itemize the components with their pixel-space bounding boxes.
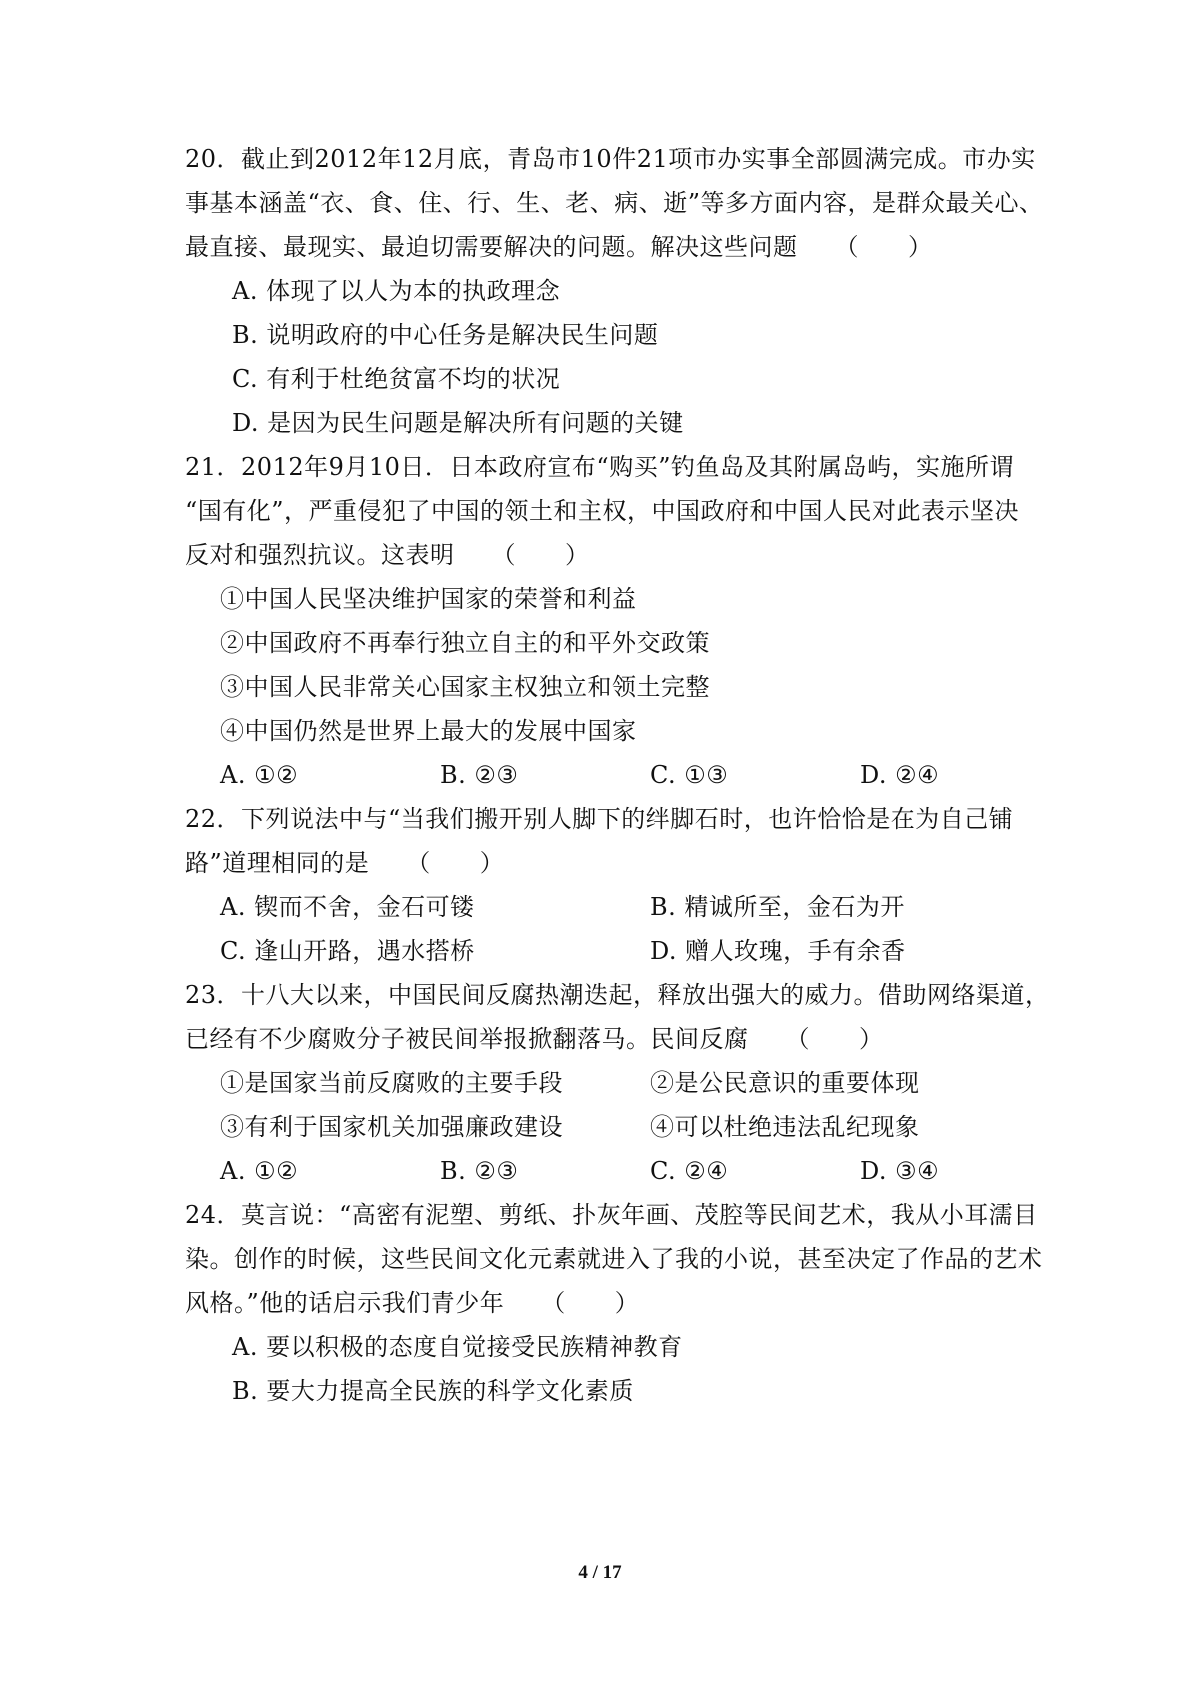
q24-option-b: B. 要大力提高全民族的科学文化素质: [232, 1377, 634, 1405]
q22-option-a: A. 锲而不舍，金石可镂: [220, 893, 475, 921]
q22-stem-line-1: 22．下列说法中与“当我们搬开别人脚下的绊脚石时，也许恰恰是在为自己铺: [185, 805, 1014, 833]
q20-option-c: C. 有利于杜绝贫富不均的状况: [232, 365, 561, 393]
q21-option-c: C. ①③: [650, 761, 729, 789]
q24-stem-line-3: 风格。”他的话启示我们青少年 （ ）: [185, 1289, 640, 1317]
q21-option-d: D. ②④: [860, 761, 940, 789]
q22-option-b: B. 精诚所至，金石为开: [650, 893, 905, 921]
q22-stem-line-2: 路”道理相同的是 （ ）: [185, 849, 505, 877]
q20-option-a: A. 体现了以人为本的执政理念: [232, 277, 561, 305]
q22-option-d: D. 赠人玫瑰，手有余香: [650, 937, 906, 965]
q21-stem-line-2: “国有化”，严重侵犯了中国的领土和主权，中国政府和中国人民对此表示坚决: [185, 497, 1020, 525]
q21-statement-2: ②中国政府不再奉行独立自主的和平外交政策: [220, 629, 710, 657]
q23-option-c: C. ②④: [650, 1157, 729, 1185]
q21-option-b: B. ②③: [440, 761, 519, 789]
q24-option-a: A. 要以积极的态度自觉接受民族精神教育: [232, 1333, 683, 1361]
q24-stem-line-1: 24．莫言说：“高密有泥塑、剪纸、扑灰年画、茂腔等民间艺术，我从小耳濡目: [185, 1201, 1038, 1229]
q20-stem-line-1: 20．截止到2012年12月底，青岛市10件21项市办实事全部圆满完成。市办实: [185, 145, 1036, 173]
q23-statement-2: ②是公民意识的重要体现: [650, 1069, 920, 1097]
q23-stem-line-1: 23．十八大以来，中国民间反腐热潮迭起，释放出强大的威力。借助网络渠道，: [185, 981, 1050, 1009]
q20-option-d: D. 是因为民生问题是解决所有问题的关键: [232, 409, 684, 437]
q20-stem-line-3: 最直接、最现实、最迫切需要解决的问题。解决这些问题 （ ）: [185, 233, 933, 261]
q21-stem-line-1: 21．2012年9月10日．日本政府宣布“购买”钓鱼岛及其附属岛屿，实施所谓: [185, 453, 1014, 481]
q23-statement-1: ①是国家当前反腐败的主要手段: [220, 1069, 563, 1097]
q23-option-d: D. ③④: [860, 1157, 940, 1185]
q23-option-b: B. ②③: [440, 1157, 519, 1185]
q21-statement-3: ③中国人民非常关心国家主权独立和领土完整: [220, 673, 710, 701]
q21-statement-1: ①中国人民坚决维护国家的荣誉和利益: [220, 585, 637, 613]
q20-stem-line-2: 事基本涵盖“衣、食、住、行、生、老、病、逝”等多方面内容，是群众最关心、: [185, 189, 1044, 217]
q21-statement-4: ④中国仍然是世界上最大的发展中国家: [220, 717, 637, 745]
q23-option-a: A. ①②: [220, 1157, 299, 1185]
q21-stem-line-3: 反对和强烈抗议。这表明 （ ）: [185, 541, 590, 569]
q22-option-c: C. 逢山开路，遇水搭桥: [220, 937, 475, 965]
q21-option-a: A. ①②: [220, 761, 299, 789]
q23-statement-4: ④可以杜绝违法乱纪现象: [650, 1113, 920, 1141]
q23-stem-line-2: 已经有不少腐败分子被民间举报掀翻落马。民间反腐 （ ）: [185, 1025, 884, 1053]
page-number: 4 / 17: [578, 1562, 622, 1583]
q23-statement-3: ③有利于国家机关加强廉政建设: [220, 1113, 563, 1141]
q20-option-b: B. 说明政府的中心任务是解决民生问题: [232, 321, 659, 349]
q24-stem-line-2: 染。创作的时候，这些民间文化元素就进入了我的小说，甚至决定了作品的艺术: [185, 1245, 1043, 1273]
